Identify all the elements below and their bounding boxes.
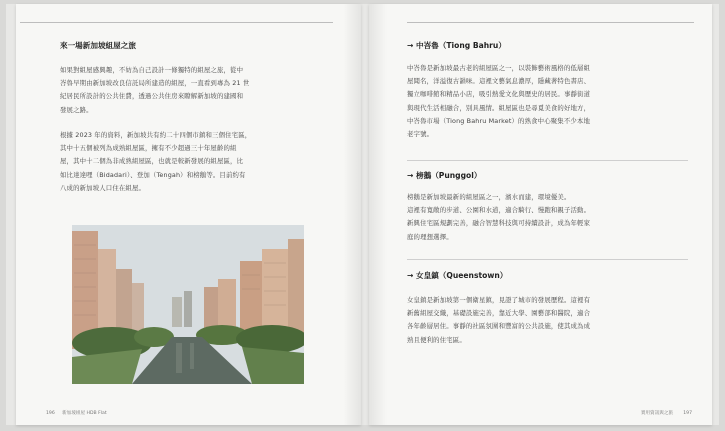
residential-towers-river-photo: [72, 225, 304, 384]
book-spread: [6, 4, 719, 425]
text-line: 峇魯早期由新加坡改良信託局所建造的組屋，一直看到專為 21 世: [60, 79, 250, 88]
text-line: 紀居民所設計的公共住費，透過公共住房來瞭解新加坡的建國和: [60, 92, 244, 101]
page-number: 196: [46, 411, 55, 416]
text-line: 其中十五個被列為成熟組屋區，擁有不少超過三十年屋齡的組: [60, 144, 237, 153]
text-line: 榜鵝是新加坡最新的組屋區之一，濱水而建，環境優美。: [407, 193, 571, 201]
section-heading-punggol: → 榜鵝（Punggol）: [407, 171, 482, 180]
text-line: 這裡有寬敞的步道、公園和水道，適合騎行、慢跑和親子活動。: [407, 206, 591, 215]
section-divider: [407, 160, 688, 161]
section-text-tiong-bahru: [407, 62, 590, 141]
text-line: 中峇魯是新加坡最古老的組屋區之一，以裝飾藝術風格的低層組: [407, 64, 591, 72]
text-line: 新興住宅區規劃完善，融合智慧科技與可持續設計，成為年輕家: [407, 219, 591, 228]
text-line: 如果對組屋感興趣，不妨為自己設計一條獨特的組屋之旅，從中: [60, 66, 244, 74]
right-page: [369, 4, 712, 425]
page-number: 197: [683, 411, 692, 416]
left-page: [16, 4, 361, 425]
paragraph-intro: [60, 64, 249, 117]
section-heading-tiong-bahru: → 中峇魯（Tiong Bahru）: [407, 41, 506, 50]
text-line: 屋，其中十二個為非成熟組屋區，也就是較新發展的組屋區，比: [60, 157, 244, 166]
gutter-shadow: [369, 4, 387, 425]
section-divider: [407, 259, 688, 260]
section-text-queenstown: [407, 294, 590, 347]
header-rule: [20, 22, 333, 23]
text-line: 各年齡層居住。事靜的社區氛圍和豐富的公共設施，使其成為成: [407, 322, 591, 331]
right-footer: [641, 410, 692, 416]
text-line: 如比達達哩（Bidadari）、登加（Tengah）和榜鵝等。目前約有: [60, 170, 246, 179]
text-line: 獨立咖啡館和精品小店，吸引熱愛文化與歷史的居民。事靜街道: [407, 90, 591, 99]
text-line: 八成的新加坡人口住在組屋。: [60, 183, 146, 192]
text-line: 熟且便利的住宅區。: [407, 335, 466, 344]
chapter-title: 實用資訊與之旅: [640, 411, 673, 416]
text-line: 老字號。: [407, 130, 434, 139]
header-rule: [407, 22, 694, 23]
text-line: 屋聞名，洋溢復古韻味。這裡文藝氣息濃厚，隱藏著特色書店、: [407, 77, 591, 86]
text-line: 根據 2023 年的資料，新加坡共有約二十四個市鎮和三個住宅區，: [60, 131, 252, 139]
left-footer: [46, 410, 107, 416]
section-title: 來一場新加坡組屋之旅: [60, 41, 136, 50]
section-heading-queenstown: → 女皇鎮（Queenstown）: [407, 271, 508, 280]
book-title: 新加坡組屋 HDB Flat: [62, 411, 107, 416]
text-line: 女皇鎮是新加坡第一個衛星鎮，見證了城市的發展歷程。這裡有: [407, 296, 591, 304]
text-line: 發展之路。: [60, 105, 93, 114]
text-line: 新舊組屋交織，基礎設施完善，靠近大學、園藝部和醫院，適合: [407, 309, 591, 318]
gutter-shadow: [343, 4, 361, 425]
text-line: 與現代生活相融合，別具風情。組屋區也是尋覓美食的好地方，: [407, 103, 591, 112]
photo-illustration: [72, 225, 304, 384]
paragraph-statistics: [60, 129, 251, 195]
text-line: 庭的理想選擇。: [407, 232, 453, 241]
text-line: 中峇魯市場（Tiong Bahru Market）的熟食中心聚集不少本地: [407, 116, 590, 125]
section-text-punggol: [407, 191, 590, 244]
